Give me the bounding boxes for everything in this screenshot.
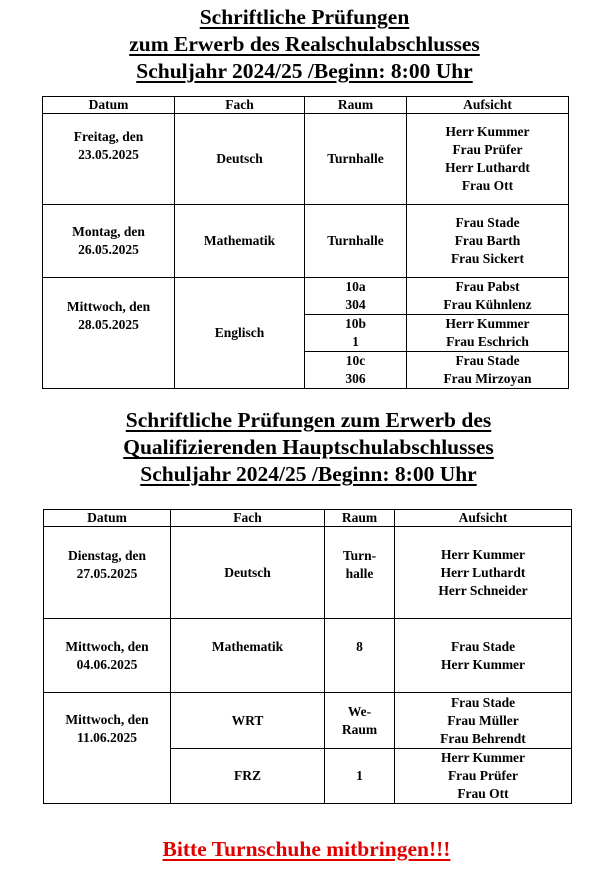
raum-text: 10c [345,353,366,368]
aufsicht-cell [407,114,569,205]
header-datum: Datum [44,510,171,527]
aufsicht-cell [395,619,572,693]
table-row [43,114,569,205]
datum-cell [44,527,171,619]
datum-date: 04.06.2025 [76,657,138,672]
header-fach: Fach [175,97,305,114]
raum-text: 1 [356,768,363,783]
datum-cell [43,278,175,389]
datum-cell [43,205,175,278]
hauptschule-exam-table [43,509,572,804]
table-row [44,693,572,749]
raum-text: Raum [341,721,378,737]
table-row [44,619,572,693]
hauptschule-title [0,407,609,488]
header-aufsicht: Aufsicht [395,510,572,527]
fach-cell: Deutsch [175,114,305,205]
title-line: Schriftliche Prüfungen zum Erwerb des [125,408,492,432]
raum-text: We- [347,703,372,719]
aufsicht-cell [407,278,569,315]
aufsicht-name: Herr Kummer [440,750,526,765]
aufsicht-name: Herr Kummer [440,656,526,672]
aufsicht-name: Frau Eschrich [446,334,529,349]
aufsicht-name: Frau Müller [447,712,519,728]
datum-cell [43,114,175,205]
footer-reminder: Bitte Turnschuhe mitbringen!!! [162,837,451,861]
aufsicht-name: Frau Kühnlenz [443,297,532,312]
fach-text: Mathematik [211,639,284,654]
aufsicht-name: Frau Stade [450,694,516,710]
aufsicht-name: Herr Schneider [438,582,528,598]
aufsicht-name: Frau Stade [455,353,520,368]
fach-cell: Mathematik [175,205,305,278]
aufsicht-name: Herr Kummer [445,124,530,139]
realschule-exam-table [42,96,569,389]
fach-cell: WRT [171,693,325,749]
header-raum: Raum [305,97,407,114]
aufsicht-name: Frau Stade [455,215,520,230]
raum-text: Turnhalle [327,151,384,166]
table-row [43,205,569,278]
raum-text: halle [345,566,374,581]
aufsicht-name: Frau Stade [450,638,516,654]
aufsicht-cell [407,205,569,278]
aufsicht-name: Herr Luthardt [440,564,526,580]
datum-day: Montag, den [72,224,145,239]
datum-day: Dienstag, den [67,548,146,563]
raum-cell [305,315,407,352]
aufsicht-name: Herr Kummer [440,546,526,562]
datum-date: 11.06.2025 [76,730,137,745]
header-raum: Raum [325,510,395,527]
datum-date: 23.05.2025 [78,147,139,162]
header-fach: Fach [171,510,325,527]
header-aufsicht: Aufsicht [407,97,569,114]
table-row [43,278,569,315]
fach-cell [171,619,325,693]
table-row [44,527,572,619]
aufsicht-cell [395,527,572,619]
raum-text: 1 [352,334,359,349]
table-header-row [44,510,572,527]
aufsicht-cell [407,352,569,389]
datum-date: 27.05.2025 [76,566,138,581]
datum-day: Mittwoch, den [65,712,149,727]
raum-text: 304 [345,297,366,312]
raum-cell [305,205,407,278]
datum-cell [44,693,171,804]
datum-cell [44,619,171,693]
title-line: Schriftliche Prüfungen [199,5,410,29]
datum-date: 28.05.2025 [78,317,139,332]
title-line: Qualifizierenden Hauptschulabschlusses [123,435,494,459]
aufsicht-name: Herr Kummer [445,316,530,331]
aufsicht-name: Frau Mirzoyan [443,371,532,386]
aufsicht-name: Frau Ott [457,786,509,801]
fach-cell: Deutsch [171,527,325,619]
datum-day: Mittwoch, den [66,299,151,314]
raum-text: 10b [344,316,366,331]
raum-cell [325,693,395,749]
aufsicht-name: Frau Prüfer [452,142,523,157]
title-line: zum Erwerb des Realschulabschlusses [129,32,480,56]
raum-cell [325,619,395,693]
aufsicht-name: Frau Barth [454,233,521,248]
header-datum: Datum [43,97,175,114]
aufsicht-cell [395,749,572,804]
title-line: Schuljahr 2024/25 /Beginn: 8:00 Uhr [136,59,473,83]
raum-text: Turn- [342,548,377,563]
raum-text: Turnhalle [327,233,384,248]
fach-cell: Englisch [175,278,305,389]
aufsicht-cell [395,693,572,749]
aufsicht-name: Frau Sickert [450,251,525,266]
aufsicht-name: Frau Prüfer [447,768,519,783]
raum-text: 306 [345,371,366,386]
table-header-row [43,97,569,114]
aufsicht-cell [407,315,569,352]
fach-cell: FRZ [171,749,325,804]
datum-day: Mittwoch, den [65,639,149,654]
aufsicht-name: Herr Luthardt [445,160,530,175]
raum-cell [325,527,395,619]
raum-text: 10a [345,279,366,294]
raum-cell [305,352,407,389]
datum-day: Freitag, den [73,129,144,144]
aufsicht-name: Frau Ott [461,178,514,193]
raum-cell [305,114,407,205]
raum-cell [325,749,395,804]
realschule-title [0,4,609,85]
aufsicht-name: Frau Behrendt [440,730,526,746]
aufsicht-name: Frau Pabst [455,279,520,294]
raum-cell [305,278,407,315]
title-line: Schuljahr 2024/25 /Beginn: 8:00 Uhr [140,462,477,486]
raum-text: 8 [356,639,363,654]
datum-date: 26.05.2025 [78,242,139,257]
